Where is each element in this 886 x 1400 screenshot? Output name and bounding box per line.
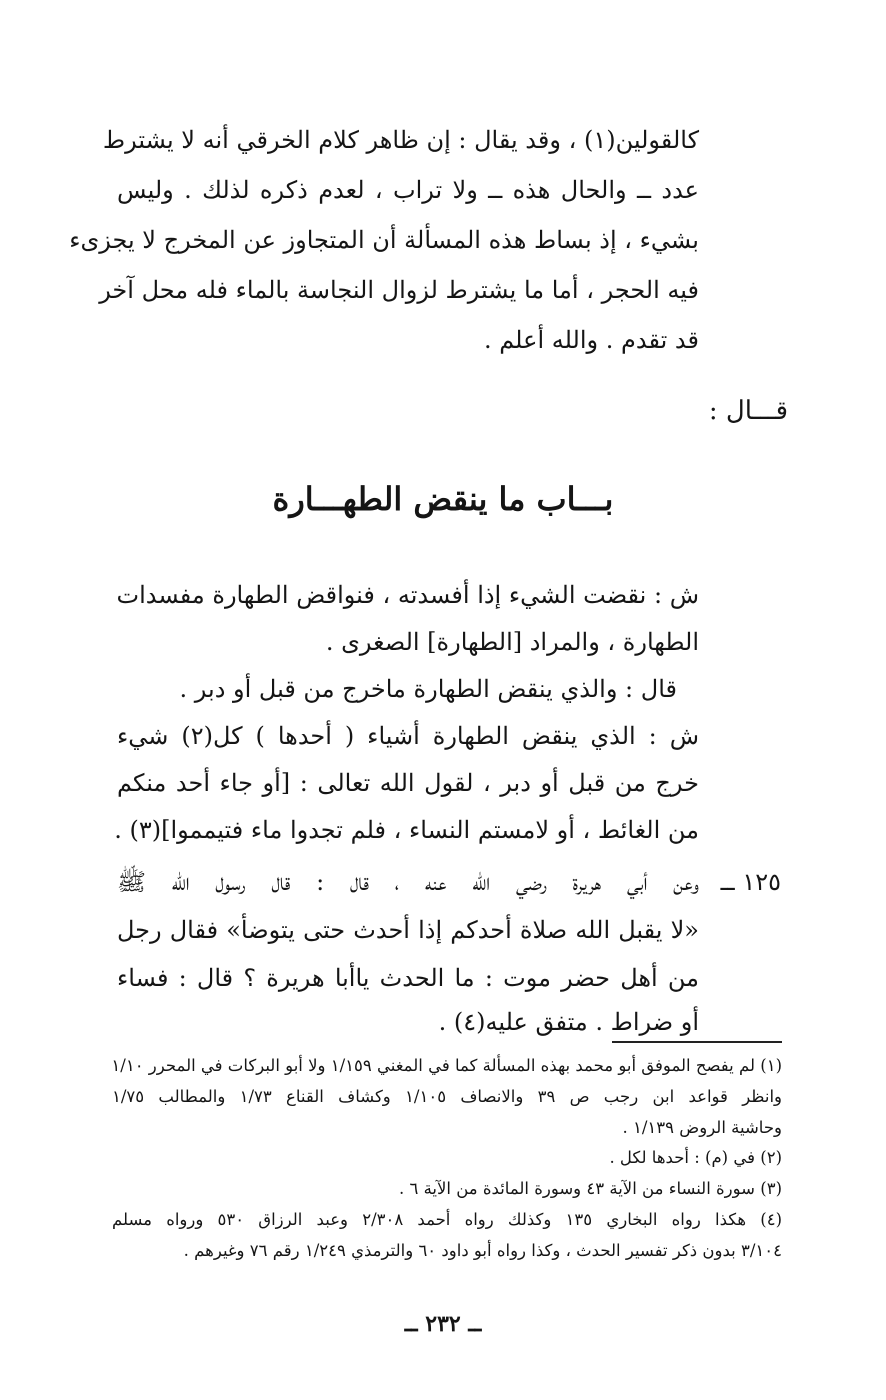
- main-line: خرج من قبل أو دبر ، لقول الله تعالى : [أو جاء أحد منكم: [117, 769, 699, 797]
- hadith-number: ١٢٥ ــ: [720, 868, 781, 896]
- footnote-line: ٣/١٠٤ بدون ذكر تفسير الحدث ، وكذا رواه أبو داود ٦٠ والترمذي ١/٢٤٩ رقم ٧٦ وغيرهم .: [183, 1241, 782, 1260]
- intro-line: قد تقدم . والله أعلم .: [483, 326, 699, 354]
- intro-line: فيه الحجر ، أما ما يشترط لزوال النجاسة بالماء فله محل آخر: [99, 276, 699, 304]
- hadith-line: أو ضراط . متفق عليه(٤) .: [438, 1008, 699, 1036]
- footnote-divider: [612, 1041, 782, 1043]
- main-line: ش : الذي ينقض الطهارة أشياء ( أحدها ) كل(٢) شيء: [117, 722, 699, 750]
- footnote-line: (٤) هكذا رواه البخاري ١٣٥ وكذلك رواه أحمد ٢/٣٠٨ وعبد الرزاق ٥٣٠ ورواه مسلم: [112, 1210, 783, 1229]
- footnote-line: وحاشية الروض ١/١٣٩ .: [622, 1118, 782, 1137]
- qal-label: قـــال :: [708, 396, 788, 426]
- intro-line: كالقولين(١) ، وقد يقال : إن ظاهر كلام الخرقي أنه لا يشترط: [102, 126, 699, 154]
- footnote-line: (٣) سورة النساء من الآية ٤٣ وسورة المائدة من الآية ٦ .: [398, 1179, 782, 1198]
- main-line: ش : نقضت الشيء إذا أفسدته ، فنواقض الطهارة مفسدات: [116, 581, 699, 609]
- hadith-line: من أهل حضر موت : ما الحدث ياأبا هريرة ؟ قال : فساء: [117, 964, 699, 992]
- footnote-line: (٢) في (م) : أحدها لكل .: [609, 1148, 782, 1167]
- hadith-line: وعن أبي هريرة رضي الله عنه ، قال : قال رسول الله ﷺ: [117, 868, 699, 896]
- footnote-line: وانظر قواعد ابن رجب ص ٣٩ والانصاف ١/١٠٥ وكشاف القناع ١/٧٣ والمطالب ١/٧٥: [112, 1087, 782, 1106]
- page-number: ــ ٢٣٢ ــ: [404, 1311, 482, 1337]
- chapter-title: بـــاب ما ينقض الطهـــارة: [272, 480, 614, 518]
- main-line: الطهارة ، والمراد [الطهارة] الصغرى .: [325, 628, 699, 656]
- footnote-line: (١) لم يفصح الموفق أبو محمد بهذه المسألة كما في المغني ١/١٥٩ ولا أبو البركات في المحرر ١/١٠: [111, 1056, 782, 1075]
- hadith-line: «لا يقبل الله صلاة أحدكم إذا أحدث حتى يتوضأ» فقال رجل: [117, 916, 699, 944]
- intro-line: عدد ــ والحال هذه ــ ولا تراب ، لعدم ذكره لذلك . وليس: [117, 176, 699, 204]
- main-line: قال : والذي ينقض الطهارة ماخرج من قبل أو دبر .: [179, 675, 677, 703]
- intro-line: بشيء ، إذ بساط هذه المسألة أن المتجاوز عن المخرج لا يجزىء: [69, 226, 699, 254]
- main-line: من الغائط ، أو لامستم النساء ، فلم تجدوا ماء فتيمموا](٣) .: [114, 816, 699, 844]
